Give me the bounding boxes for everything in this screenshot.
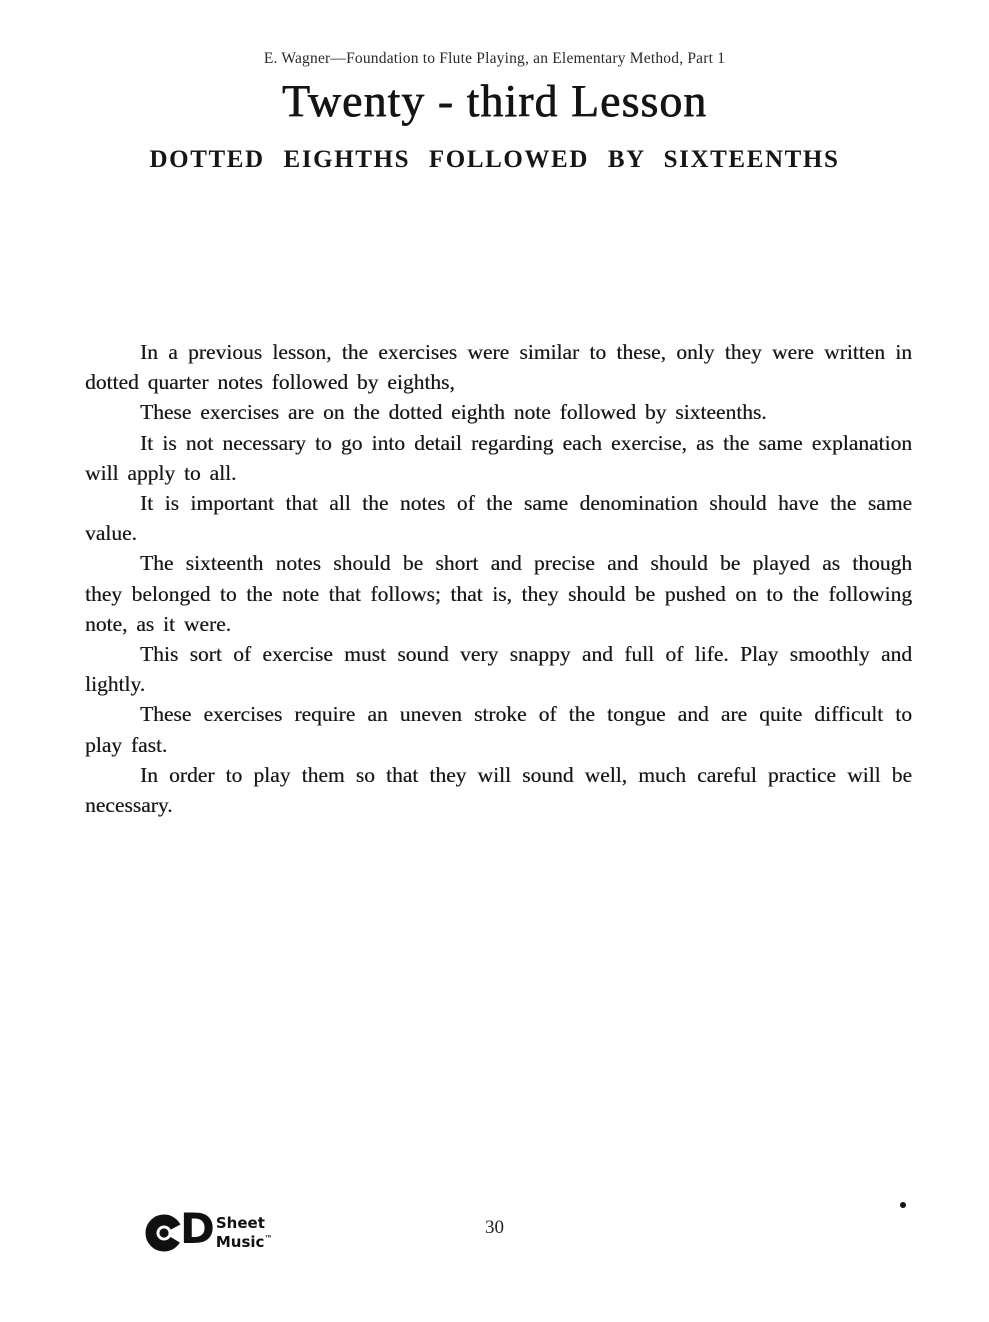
- paragraph: In a previous lesson, the exercises were similar to these, only they were written in dotted quarter notes followed by eighths,: [85, 340, 912, 395]
- paragraph: The sixteenth notes should be short and precise and should be played as though they belonged to the note that follows; that is, they should be pushed on to the following note, as it were.: [85, 551, 912, 636]
- logo-word-music: Music: [215, 1233, 265, 1251]
- page-number: 30: [485, 1217, 504, 1238]
- running-header: E. Wagner—Foundation to Flute Playing, an Elementary Method, Part 1: [263, 50, 726, 67]
- paragraph: It is not necessary to go into detail regarding each exercise, as the same explanation will apply to all.: [85, 430, 912, 485]
- scan-speck: [900, 1202, 906, 1208]
- paragraph: These exercises are on the dotted eighth note followed by sixteenths.: [140, 400, 767, 425]
- lesson-body-text: [85, 337, 912, 820]
- logo-word-sheet: Sheet: [215, 1214, 265, 1232]
- page-subtitle: DOTTED EIGHTHS FOLLOWED BY SIXTEENTHS: [149, 146, 840, 173]
- trademark-symbol: ™: [264, 1234, 273, 1243]
- paragraph: This sort of exercise must sound very snappy and full of life. Play smoothly and lightly.: [85, 642, 912, 697]
- paragraph: These exercises require an uneven stroke of the tongue and are quite difficult to play fast.: [85, 702, 912, 757]
- paragraph: It is important that all the notes of the same denomination should have the same value.: [85, 491, 912, 546]
- logo-letter-d: D: [180, 1204, 214, 1253]
- page-title: Twenty - third Lesson: [281, 75, 708, 126]
- paragraph: In order to play them so that they will sound well, much careful practice will be necessary.: [85, 762, 912, 818]
